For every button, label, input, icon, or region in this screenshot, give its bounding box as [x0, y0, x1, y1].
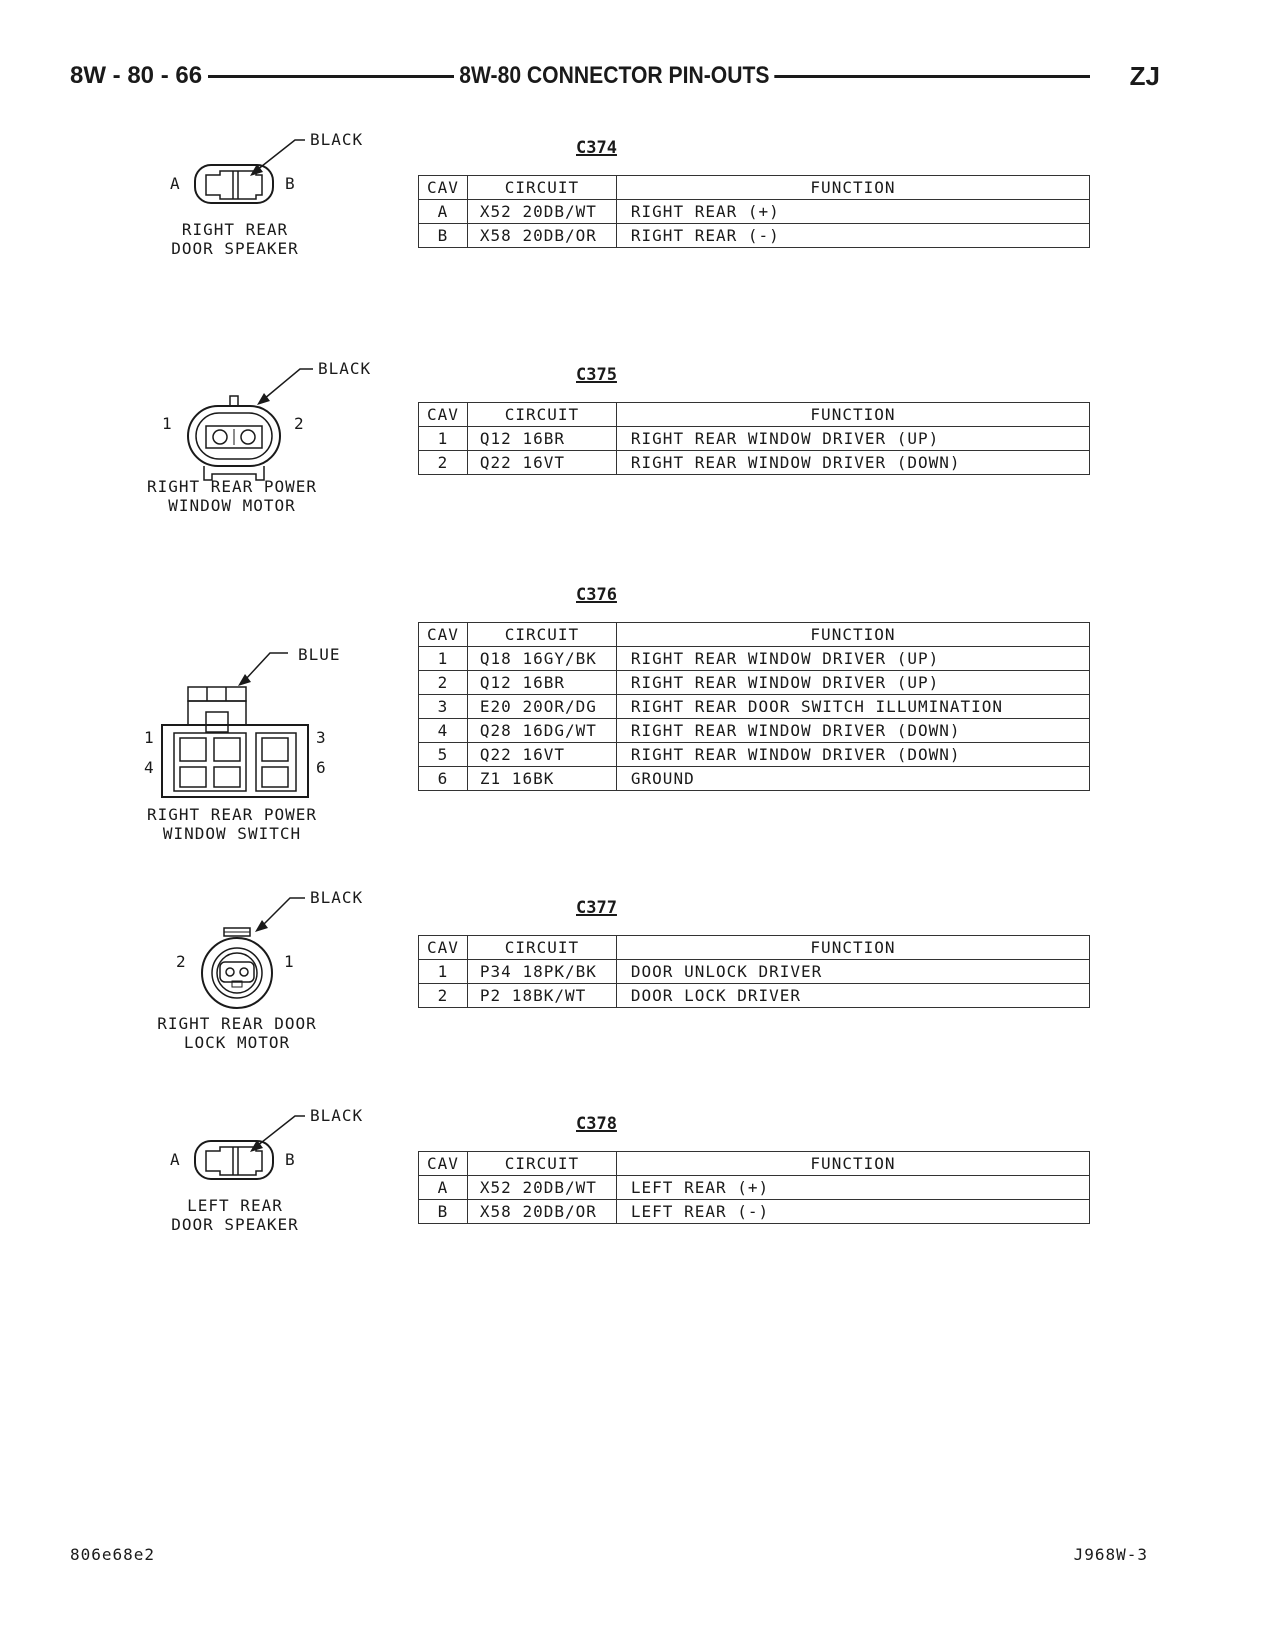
- cell-cav: 1: [419, 427, 468, 451]
- pinout-table: [418, 935, 1090, 1008]
- cell-circuit: Q12 16BR: [467, 427, 616, 451]
- cell-circuit: X52 20DB/WT: [467, 1176, 616, 1200]
- table-row: [419, 200, 1090, 224]
- cell-circuit: X58 20DB/OR: [467, 224, 616, 248]
- cell-cav: A: [419, 200, 468, 224]
- page-header: [70, 60, 1160, 92]
- caption-line-2: LOCK MOTOR: [183, 1033, 291, 1052]
- connector-caption: [137, 1014, 337, 1052]
- cell-function: RIGHT REAR WINDOW DRIVER (UP): [616, 427, 1089, 451]
- cell-function: LEFT REAR (-): [616, 1200, 1089, 1224]
- connector-caption: [132, 477, 332, 515]
- cell-cav: 4: [419, 719, 468, 743]
- cell-function: GROUND: [616, 767, 1089, 791]
- connector-id: C378: [576, 1114, 617, 1134]
- caption-line-2: DOOR SPEAKER: [171, 1215, 299, 1234]
- header-rule-right: [760, 75, 1090, 78]
- table-row: [419, 224, 1090, 248]
- caption-line-1: LEFT REAR: [187, 1196, 283, 1215]
- caption-line-2: WINDOW SWITCH: [162, 824, 302, 843]
- cell-function: LEFT REAR (+): [616, 1176, 1089, 1200]
- cell-function: RIGHT REAR WINDOW DRIVER (UP): [616, 647, 1089, 671]
- housing-color-label: BLUE: [298, 645, 341, 664]
- pin-label-left: A: [170, 174, 180, 193]
- cell-circuit: X52 20DB/WT: [467, 200, 616, 224]
- connector-diagram-c376: [140, 585, 400, 845]
- cell-circuit: Q18 16GY/BK: [467, 647, 616, 671]
- col-header-cav: CAV: [419, 1152, 468, 1176]
- connector-id: C376: [576, 585, 617, 605]
- table-row: [419, 743, 1090, 767]
- connector-caption: [135, 220, 335, 258]
- pinout-table: [418, 622, 1090, 791]
- table-row: [419, 695, 1090, 719]
- pinout-table: [418, 1151, 1090, 1224]
- connector-diagram-c378: [140, 1106, 400, 1246]
- caption-line-2: WINDOW MOTOR: [168, 496, 296, 515]
- pinout-table: [418, 402, 1090, 475]
- cell-cav: 1: [419, 960, 468, 984]
- pin-label-4: 4: [144, 758, 154, 777]
- cell-cav: 5: [419, 743, 468, 767]
- page-title: 8W-80 CONNECTOR PIN-OUTS: [454, 60, 775, 92]
- table-header-row: [419, 936, 1090, 960]
- page-number: 8W - 80 - 66: [70, 60, 208, 92]
- connector-diagram-c377: [140, 888, 400, 1068]
- col-header-circuit: CIRCUIT: [467, 1152, 616, 1176]
- connector-id: C375: [576, 365, 617, 385]
- table-row: [419, 451, 1090, 475]
- housing-color-label: BLACK: [310, 130, 364, 149]
- caption-line-1: RIGHT REAR POWER: [146, 477, 318, 496]
- table-row: [419, 647, 1090, 671]
- caption-line-2: DOOR SPEAKER: [171, 239, 299, 258]
- table-row: [419, 767, 1090, 791]
- col-header-cav: CAV: [419, 176, 468, 200]
- housing-color-label: BLACK: [318, 359, 372, 378]
- cell-circuit: X58 20DB/OR: [467, 1200, 616, 1224]
- pin-label-right: 1: [284, 952, 294, 971]
- cell-circuit: Q22 16VT: [467, 743, 616, 767]
- cell-circuit: Q28 16DG/WT: [467, 719, 616, 743]
- cell-cav: B: [419, 224, 468, 248]
- cell-cav: 2: [419, 671, 468, 695]
- pin-label-right: B: [285, 1150, 295, 1169]
- table-row: [419, 671, 1090, 695]
- cell-function: DOOR LOCK DRIVER: [616, 984, 1089, 1008]
- cell-circuit: P34 18PK/BK: [467, 960, 616, 984]
- col-header-cav: CAV: [419, 623, 468, 647]
- table-header-row: [419, 1152, 1090, 1176]
- pin-label-left: 1: [162, 414, 172, 433]
- cell-function: RIGHT REAR WINDOW DRIVER (DOWN): [616, 451, 1089, 475]
- cell-cav: 2: [419, 984, 468, 1008]
- pinout-table: [418, 175, 1090, 248]
- figure-id: 806e68e2: [70, 1545, 156, 1564]
- table-header-row: [419, 623, 1090, 647]
- cell-circuit: Q12 16BR: [467, 671, 616, 695]
- cell-cav: B: [419, 1200, 468, 1224]
- cell-cav: 1: [419, 647, 468, 671]
- col-header-function: FUNCTION: [616, 623, 1089, 647]
- pin-label-3: 3: [316, 728, 326, 747]
- table-row: [419, 984, 1090, 1008]
- col-header-function: FUNCTION: [616, 936, 1089, 960]
- table-header-row: [419, 403, 1090, 427]
- cell-cav: 3: [419, 695, 468, 719]
- document-code: J968W-3: [1073, 1545, 1148, 1564]
- cell-circuit: Q22 16VT: [467, 451, 616, 475]
- table-row: [419, 719, 1090, 743]
- table-row: [419, 1176, 1090, 1200]
- col-header-circuit: CIRCUIT: [467, 623, 616, 647]
- cell-function: DOOR UNLOCK DRIVER: [616, 960, 1089, 984]
- connector-id: C377: [576, 898, 617, 918]
- model-code: ZJ: [1124, 60, 1160, 92]
- cell-function: RIGHT REAR WINDOW DRIVER (DOWN): [616, 719, 1089, 743]
- cell-function: RIGHT REAR WINDOW DRIVER (UP): [616, 671, 1089, 695]
- caption-line-1: RIGHT REAR: [181, 220, 289, 239]
- col-header-circuit: CIRCUIT: [467, 936, 616, 960]
- table-header-row: [419, 176, 1090, 200]
- cell-circuit: E20 20OR/DG: [467, 695, 616, 719]
- table-row: [419, 427, 1090, 451]
- cell-circuit: Z1 16BK: [467, 767, 616, 791]
- col-header-function: FUNCTION: [616, 1152, 1089, 1176]
- caption-line-1: RIGHT REAR POWER: [146, 805, 318, 824]
- col-header-cav: CAV: [419, 403, 468, 427]
- cell-function: RIGHT REAR WINDOW DRIVER (DOWN): [616, 743, 1089, 767]
- connector-diagram-c374: [140, 130, 400, 270]
- pin-label-6: 6: [316, 758, 326, 777]
- housing-color-label: BLACK: [310, 888, 364, 907]
- connector-caption: [132, 805, 332, 843]
- pin-label-right: B: [285, 174, 295, 193]
- caption-line-1: RIGHT REAR DOOR: [157, 1014, 317, 1033]
- cell-function: RIGHT REAR (+): [616, 200, 1089, 224]
- connector-caption: [135, 1196, 335, 1234]
- col-header-function: FUNCTION: [616, 403, 1089, 427]
- connector-diagram-c375: [140, 357, 400, 527]
- cell-cav: A: [419, 1176, 468, 1200]
- cell-cav: 6: [419, 767, 468, 791]
- connector-id: C374: [576, 138, 617, 158]
- table-row: [419, 1200, 1090, 1224]
- pin-label-left: A: [170, 1150, 180, 1169]
- col-header-circuit: CIRCUIT: [467, 176, 616, 200]
- col-header-circuit: CIRCUIT: [467, 403, 616, 427]
- cell-circuit: P2 18BK/WT: [467, 984, 616, 1008]
- cell-cav: 2: [419, 451, 468, 475]
- cell-function: RIGHT REAR DOOR SWITCH ILLUMINATION: [616, 695, 1089, 719]
- col-header-cav: CAV: [419, 936, 468, 960]
- cell-function: RIGHT REAR (-): [616, 224, 1089, 248]
- pin-label-left: 2: [176, 952, 186, 971]
- pin-label-1: 1: [144, 728, 154, 747]
- table-row: [419, 960, 1090, 984]
- housing-color-label: BLACK: [310, 1106, 364, 1125]
- col-header-function: FUNCTION: [616, 176, 1089, 200]
- pin-label-right: 2: [294, 414, 304, 433]
